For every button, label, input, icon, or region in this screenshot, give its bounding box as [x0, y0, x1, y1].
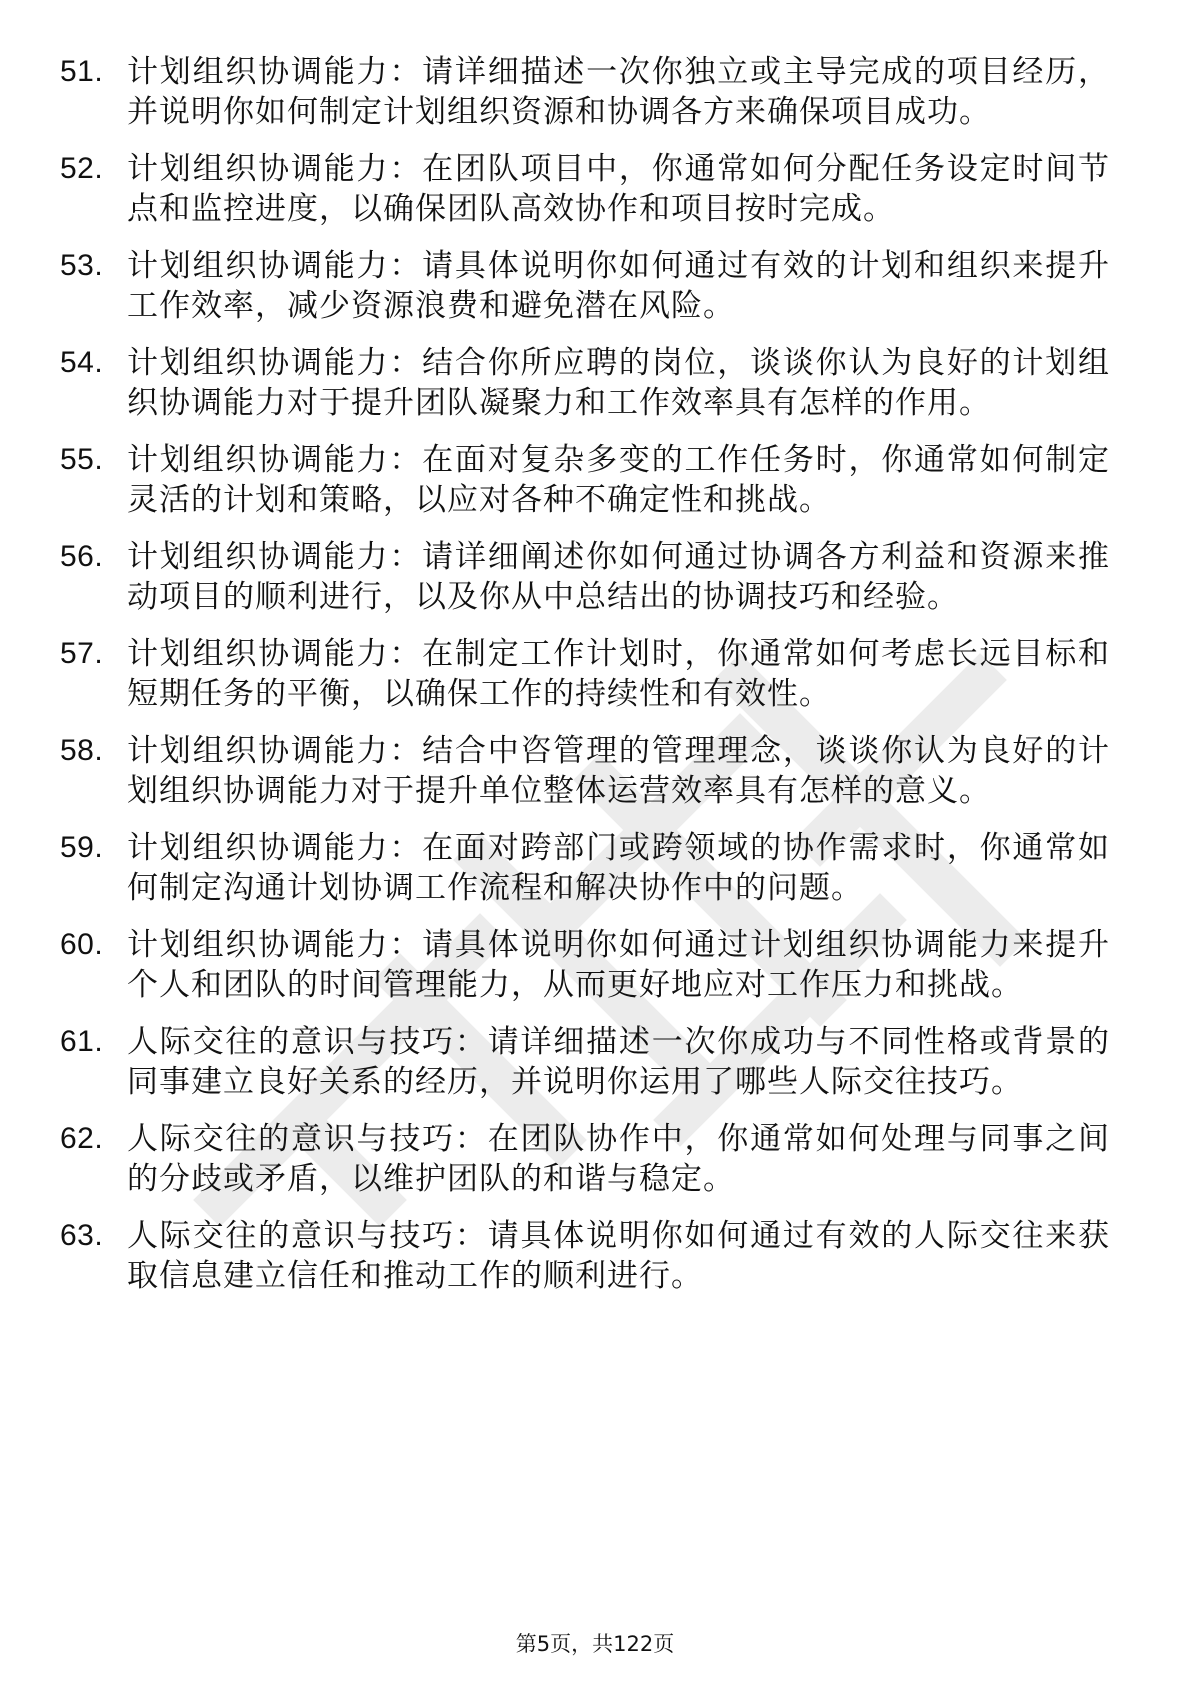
- question-number: 54.: [60, 346, 104, 379]
- question-text: 计划组织协调能力：结合你所应聘的岗位，谈谈你认为良好的计划组织协调能力对于提升团队凝聚力和工作效率具有怎样的作用。: [127, 345, 1110, 421]
- list-item: [60, 1216, 1110, 1296]
- list-item: [60, 1022, 1110, 1102]
- question-number: 56.: [60, 540, 104, 573]
- list-item: [60, 1119, 1110, 1199]
- question-number: 62.: [60, 1122, 104, 1155]
- list-item: [60, 634, 1110, 714]
- question-number: 61.: [60, 1025, 104, 1058]
- question-text: 计划组织协调能力：在面对跨部门或跨领域的协作需求时，你通常如何制定沟通计划协调工作流程和解决协作中的问题。: [127, 830, 1110, 906]
- list-item: [60, 343, 1110, 423]
- question-text: 计划组织协调能力：在制定工作计划时，你通常如何考虑长远目标和短期任务的平衡，以确保工作的持续性和有效性。: [127, 636, 1110, 712]
- question-number: 51.: [60, 55, 104, 88]
- question-number: 55.: [60, 443, 104, 476]
- list-item: [60, 246, 1110, 326]
- question-number: 59.: [60, 831, 104, 864]
- question-text: 计划组织协调能力：在面对复杂多变的工作任务时，你通常如何制定灵活的计划和策略，以应对各种不确定性和挑战。: [127, 442, 1110, 518]
- question-text: 计划组织协调能力：在团队项目中，你通常如何分配任务设定时间节点和监控进度，以确保团队高效协作和项目按时完成。: [127, 151, 1110, 227]
- list-item: [60, 440, 1110, 520]
- question-text: 计划组织协调能力：请详细阐述你如何通过协调各方利益和资源来推动项目的顺利进行，以及你从中总结出的协调技巧和经验。: [127, 539, 1110, 615]
- list-item: [60, 828, 1110, 908]
- list-item: [60, 149, 1110, 229]
- question-number: 63.: [60, 1219, 104, 1252]
- question-list: [60, 52, 1110, 1313]
- question-text: 计划组织协调能力：请具体说明你如何通过计划组织协调能力来提升个人和团队的时间管理能力，从而更好地应对工作压力和挑战。: [127, 927, 1110, 1003]
- list-item: [60, 731, 1110, 811]
- question-text: 人际交往的意识与技巧：请具体说明你如何通过有效的人际交往来获取信息建立信任和推动工作的顺利进行。: [127, 1218, 1110, 1294]
- question-number: 52.: [60, 152, 104, 185]
- question-text: 计划组织协调能力：请详细描述一次你独立或主导完成的项目经历，并说明你如何制定计划组织资源和协调各方来确保项目成功。: [127, 54, 1110, 130]
- list-item: [60, 537, 1110, 617]
- question-number: 53.: [60, 249, 104, 282]
- question-text: 人际交往的意识与技巧：请详细描述一次你成功与不同性格或背景的同事建立良好关系的经历，并说明你运用了哪些人际交往技巧。: [127, 1024, 1110, 1100]
- question-number: 58.: [60, 734, 104, 767]
- list-item: [60, 925, 1110, 1005]
- question-text: 计划组织协调能力：结合中咨管理的管理理念，谈谈你认为良好的计划组织协调能力对于提升单位整体运营效率具有怎样的意义。: [127, 733, 1110, 809]
- question-text: 计划组织协调能力：请具体说明你如何通过有效的计划和组织来提升工作效率，减少资源浪费和避免潜在风险。: [127, 248, 1110, 324]
- list-item: [60, 52, 1110, 132]
- question-text: 人际交往的意识与技巧：在团队协作中，你通常如何处理与同事之间的分歧或矛盾，以维护团队的和谐与稳定。: [127, 1121, 1110, 1197]
- page-footer: [0, 1630, 1190, 1658]
- question-number: 57.: [60, 637, 104, 670]
- page-number-label: 第5页，共122页: [515, 1632, 675, 1656]
- question-number: 60.: [60, 928, 104, 961]
